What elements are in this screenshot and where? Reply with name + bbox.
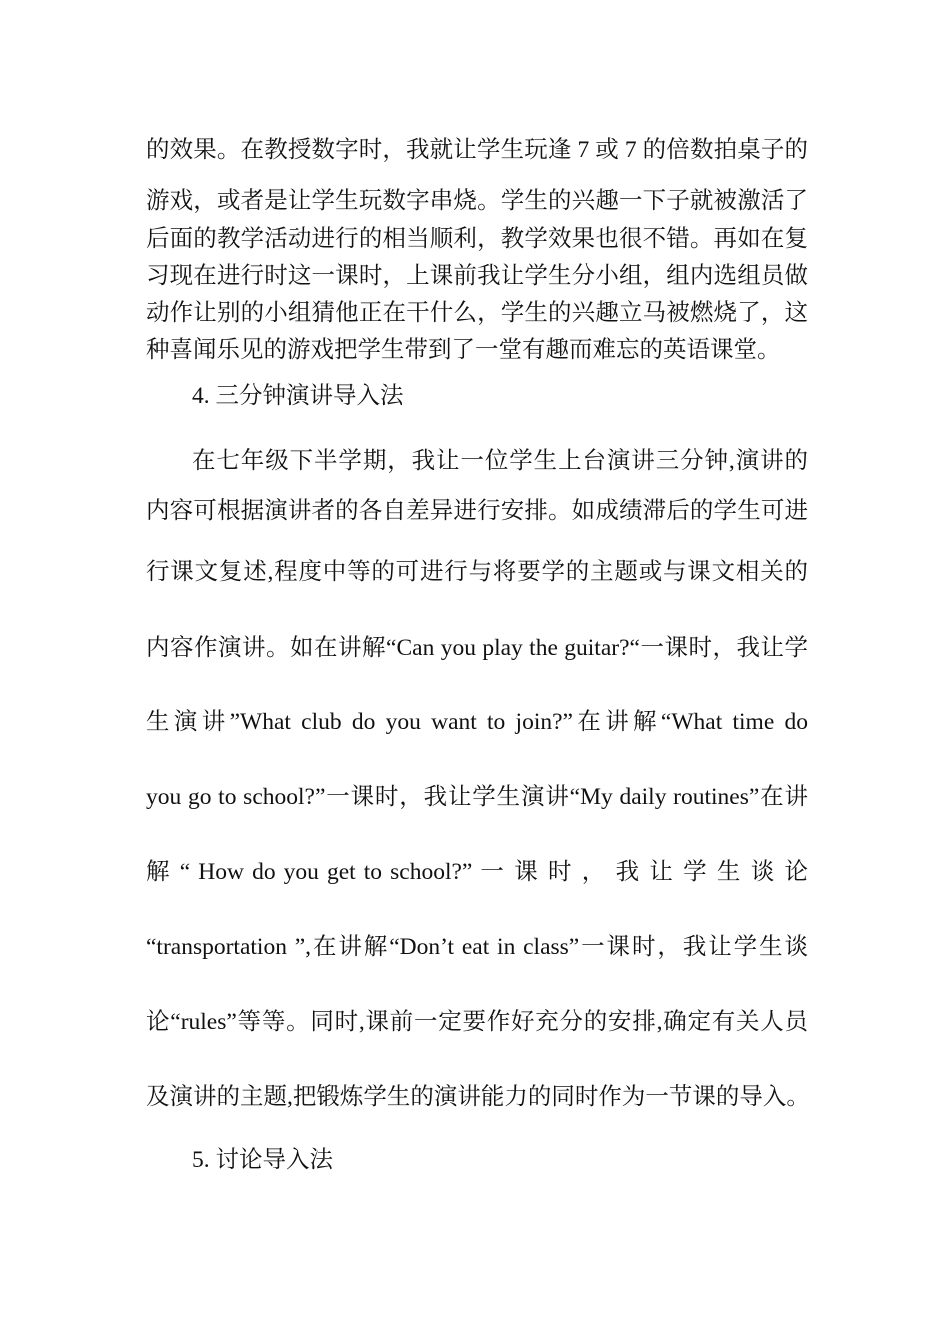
paragraph-line-1: 的效果。在教授数字时，我就让学生玩逢 7 或 7 的倍数拍桌子的	[146, 137, 808, 163]
paragraph-line-9: 行课文复述,程度中等的可进行与将要学的主题或与课文相关的	[146, 559, 808, 585]
paragraph-line-7: 在七年级下半学期，我让一位学生上台演讲三分钟,演讲的	[192, 448, 808, 474]
paragraph-line-12: you go to school?”一课时，我让学生演讲“My daily routines”在讲	[146, 784, 808, 810]
paragraph-line-15: 论“rules”等等。同时,课前一定要作好充分的安排,确定有关人员	[146, 1009, 808, 1035]
paragraph-line-16: 及演讲的主题,把锻炼学生的演讲能力的同时作为一节课的导入。	[146, 1084, 810, 1110]
paragraph-line-13: 解 “ How do you get to school?” 一 课 时 ， 我 让 学 生 谈 论	[146, 859, 808, 885]
paragraph-line-4: 习现在进行时这一课时，上课前我让学生分小组，组内选组员做	[146, 263, 808, 289]
paragraph-line-5: 动作让别的小组猜他正在干什么，学生的兴趣立马被燃烧了，这	[146, 300, 808, 326]
paragraph-line-11: 生演讲”What club do you want to join?”在讲解“What time do	[146, 709, 808, 735]
paragraph-line-3: 后面的教学活动进行的相当顺利，教学效果也很不错。再如在复	[146, 226, 808, 252]
paragraph-line-6: 种喜闻乐见的游戏把学生带到了一堂有趣而难忘的英语课堂。	[146, 337, 781, 363]
paragraph-line-8: 内容可根据演讲者的各自差异进行安排。如成绩滞后的学生可进	[146, 498, 808, 524]
paragraph-line-10: 内容作演讲。如在讲解“Can you play the guitar?“一课时，我让学	[146, 635, 808, 661]
section-heading-5: 5. 讨论导入法	[192, 1147, 333, 1173]
paragraph-line-14: “transportation ”,在讲解“Don’t eat in class”一课时，我让学生谈	[146, 934, 808, 960]
section-heading-4: 4. 三分钟演讲导入法	[192, 383, 404, 409]
paragraph-line-2: 游戏，或者是让学生玩数字串烧。学生的兴趣一下子就被激活了	[146, 188, 808, 214]
